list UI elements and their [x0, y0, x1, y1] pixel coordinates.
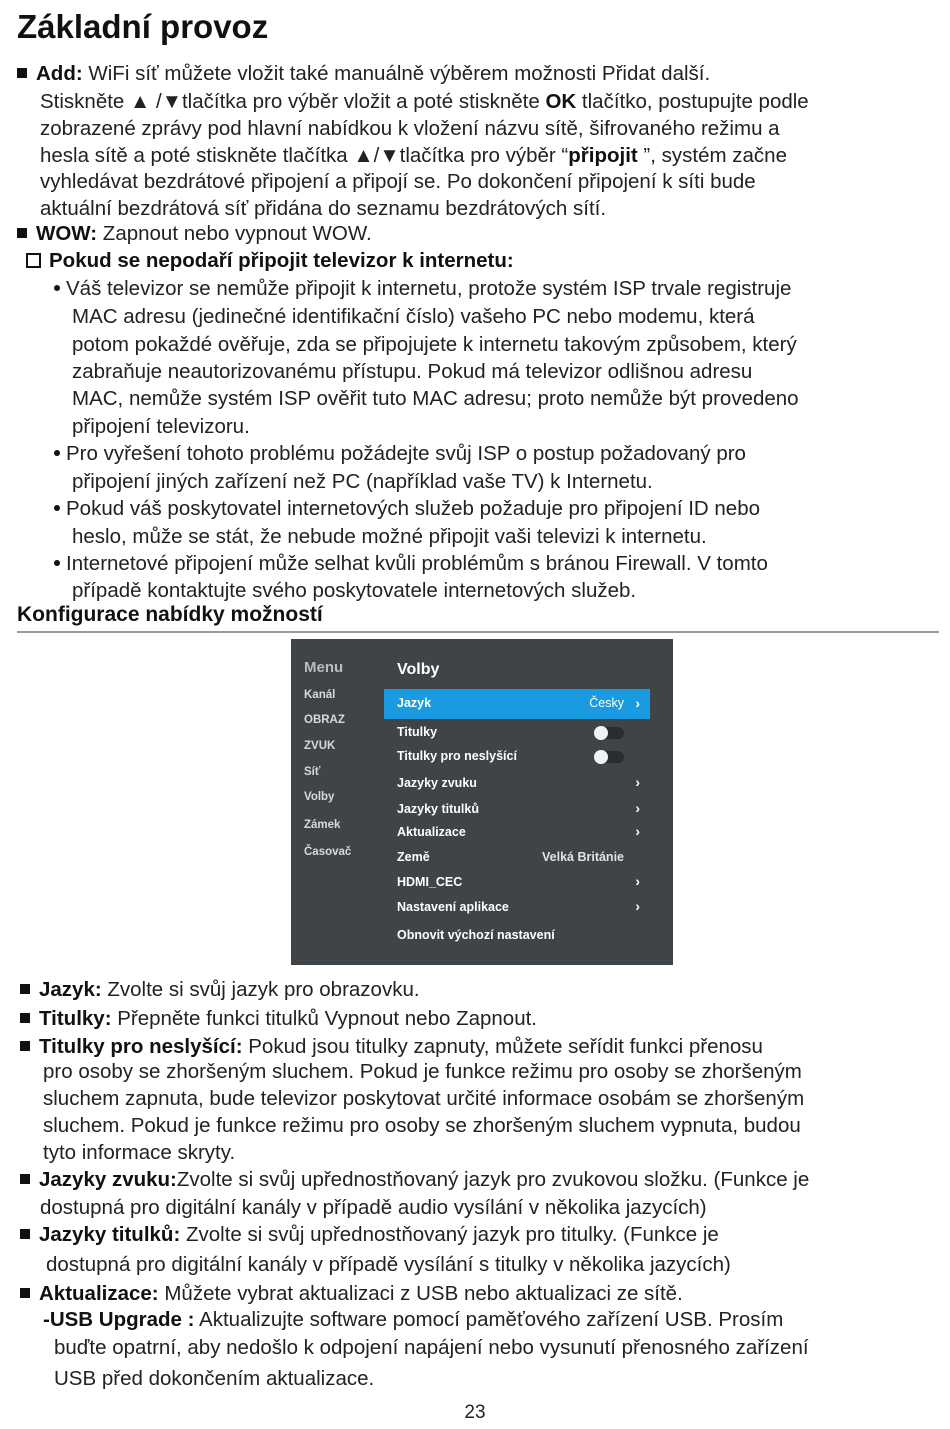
item-jazyky-titulku: Jazyky titulků: Zvolte si svůj upřednostňovaný jazyk pro titulky. (Funkce je: [20, 1221, 719, 1248]
tv-row-nastaveni-aplikace[interactable]: [384, 894, 650, 922]
add-line-4: hesla sítě a poté stiskněte tlačítka ▲/▼tlačítka pro výběr “připojit ”, systém začne: [40, 144, 787, 167]
tv-row-label: Obnovit výchozí nastavení: [397, 928, 555, 942]
tv-side-item-sit[interactable]: Síť: [304, 766, 321, 778]
toggle-switch[interactable]: [594, 751, 624, 763]
toggle-knob: [594, 726, 608, 740]
add-line-6: aktuální bezdrátová síť přidána do seznamu bezdrátových sítí.: [40, 197, 607, 220]
item-usb-upgrade: -USB Upgrade : Aktualizujte software pomocí paměťového zařízení USB. Prosím: [43, 1308, 784, 1331]
bullet-dot-icon: [54, 560, 60, 566]
page-title: Základní provoz: [17, 8, 269, 45]
tv-row-obnovit[interactable]: [384, 922, 650, 950]
bullet-dot-icon: [54, 505, 60, 511]
toggle-knob: [594, 750, 608, 764]
tv-side-item-volby[interactable]: Volby: [304, 791, 335, 803]
chevron-right-icon: ›: [635, 898, 640, 914]
item-line: sluchem zapnuta, bude televizor poskytovat určité informace osobám se zhoršeným: [43, 1087, 805, 1110]
fail-bullet-4-line: případě kontaktujte svého poskytovatele internetových služeb.: [72, 579, 637, 602]
add-label: Add:: [36, 62, 83, 85]
item-line: sluchem. Pokud je funkce režimu pro osoby se zhoršeným sluchem vypnuta, budou: [43, 1114, 801, 1137]
tv-row-aktualizace[interactable]: [384, 819, 650, 847]
item-titulky-neslysici: Titulky pro neslyšící: Pokud jsou titulky zapnuty, můžete seřídit funkci přenosu: [20, 1033, 763, 1060]
square-bullet-icon: [20, 1041, 30, 1051]
fail-bullet-3-line: heslo, může se stát, že nebude možné připojit vaši televizi k internetu.: [72, 525, 707, 548]
fail-bullet-2-line: připojení jiných zařízení než PC (například vaše TV) k Internetu.: [72, 470, 653, 493]
fail-bullet-3: Pokud váš poskytovatel internetových služeb požaduje pro připojení ID nebo: [54, 495, 760, 522]
square-bullet-icon: [17, 68, 27, 78]
chevron-right-icon: ›: [635, 823, 640, 839]
tv-row-hdmi-cec[interactable]: [384, 869, 650, 897]
tv-options-menu: [291, 639, 673, 965]
item-line: USB před dokončením aktualizace.: [54, 1367, 375, 1390]
tv-row-value: Velká Británie: [542, 850, 624, 864]
tv-row-label: Jazyky titulků: [397, 802, 479, 816]
square-bullet-icon: [20, 1288, 30, 1298]
add-line-5: vyhledávat bezdrátové připojení a připojí se. Po dokončení připojení k síti bude: [40, 170, 756, 193]
tv-side-item-casovac[interactable]: Časovač: [304, 846, 352, 858]
tv-row-jazyky-zvuku[interactable]: [384, 770, 650, 798]
tv-side-item-obraz[interactable]: OBRAZ: [304, 714, 345, 726]
chevron-right-icon: ›: [635, 695, 640, 711]
wow-paragraph: [17, 220, 372, 247]
tv-row-label: Země: [397, 850, 430, 864]
item-line: tyto informace skryty.: [43, 1141, 236, 1164]
fail-bullet-1-line: MAC, nemůže systém ISP ověřit tuto MAC adresu; proto nemůže být provedeno: [72, 387, 799, 410]
item-line: dostupná pro digitální kanály v případě vysílání s titulky v několika jazycích): [46, 1253, 731, 1276]
tv-row-titulky-neslysici[interactable]: [384, 743, 650, 771]
tv-menu-title: Menu: [304, 659, 344, 676]
tv-row-label: Titulky pro neslyšící: [397, 749, 517, 763]
item-line: dostupná pro digitální kanály v případě audio vysílání v několika jazycích): [40, 1196, 707, 1219]
tv-panel-title: Volby: [397, 661, 440, 678]
fail-bullet-4: Internetové připojení může selhat kvůli problémům s bránou Firewall. V tomto: [54, 550, 768, 577]
tv-side-item-zamek[interactable]: Zámek: [304, 819, 341, 831]
tv-row-zeme[interactable]: [384, 844, 650, 872]
section-divider: [17, 631, 939, 633]
tv-row-label: Aktualizace: [397, 825, 466, 839]
square-bullet-icon: [17, 228, 27, 238]
item-jazyky-zvuku: Jazyky zvuku:Zvolte si svůj upřednostňovaný jazyk pro zvukovou složku. (Funkce je: [20, 1166, 809, 1193]
square-bullet-icon: [20, 1174, 30, 1184]
fail-bullet-2: Pro vyřešení tohoto problému požádejte svůj ISP o postup požadovaný pro: [54, 440, 746, 467]
item-titulky: Titulky: Přepněte funkci titulků Vypnout nebo Zapnout.: [20, 1005, 537, 1032]
fail-bullet-1-line: zabraňuje neautorizovanému přístupu. Pokud má televizor odlišnou adresu: [72, 360, 753, 383]
square-bullet-icon: [20, 1013, 30, 1023]
square-bullet-icon: [20, 1229, 30, 1239]
tv-row-label: Jazyky zvuku: [397, 776, 477, 790]
chevron-right-icon: ›: [635, 774, 640, 790]
add-line-3: zobrazené zprávy pod hlavní nabídkou k vložení názvu sítě, šifrovaného režimu a: [40, 117, 780, 140]
item-line: pro osoby se zhoršeným sluchem. Pokud je funkce režimu pro osoby se zhoršeným: [43, 1060, 802, 1083]
tv-side-menu: [291, 639, 381, 965]
item-line: buďte opatrní, aby nedošlo k odpojení napájení nebo vysunutí přenosného zařízení: [54, 1336, 809, 1359]
tv-row-value: Česky: [589, 696, 624, 710]
item-aktualizace: Aktualizace: Můžete vybrat aktualizaci z USB nebo aktualizaci ze sítě.: [20, 1280, 683, 1307]
bullet-dot-icon: [54, 450, 60, 456]
tv-row-jazyk[interactable]: [384, 689, 650, 719]
checkbox-icon: [26, 253, 41, 268]
chevron-right-icon: ›: [635, 800, 640, 816]
tv-row-label: Titulky: [397, 725, 438, 739]
fail-heading: Pokud se nepodaří připojit televizor k internetu:: [26, 247, 514, 274]
add-text: WiFi síť můžete vložit také manuálně výběrem možnosti Přidat další.: [88, 62, 711, 85]
fail-bullet-1-line: potom pokaždé ověřuje, zda se připojujete k internetu takovým způsobem, který: [72, 333, 797, 356]
wow-text: Zapnout nebo vypnout WOW.: [97, 222, 372, 245]
add-line-2: Stiskněte ▲ /▼tlačítka pro výběr vložit a poté stiskněte OK tlačítko, postupujte podle: [40, 90, 809, 113]
toggle-switch[interactable]: [594, 727, 624, 739]
item-jazyk: Jazyk: Zvolte si svůj jazyk pro obrazovku.: [20, 976, 420, 1003]
tv-row-label: Nastavení aplikace: [397, 900, 509, 914]
wow-label: WOW:: [36, 222, 98, 245]
tv-row-label: Jazyk: [397, 696, 432, 710]
chevron-right-icon: ›: [635, 873, 640, 889]
tv-row-label: HDMI_CEC: [397, 875, 463, 889]
tv-side-item-zvuk[interactable]: ZVUK: [304, 740, 336, 752]
fail-bullet-1-line: připojení televizoru.: [72, 415, 250, 438]
bullet-dot-icon: [54, 285, 60, 291]
square-bullet-icon: [20, 984, 30, 994]
fail-bullet-1: Váš televizor se nemůže připojit k internetu, protože systém ISP trvale registruje: [54, 275, 791, 302]
config-heading: Konfigurace nabídky možností: [17, 603, 323, 626]
fail-bullet-1-line: MAC adresu (jedinečné identifikační číslo) vašeho PC nebo modemu, která: [72, 305, 755, 328]
add-paragraph: [17, 60, 710, 87]
tv-side-item-kanal[interactable]: Kanál: [304, 689, 336, 701]
page-number: 23: [464, 1402, 486, 1423]
